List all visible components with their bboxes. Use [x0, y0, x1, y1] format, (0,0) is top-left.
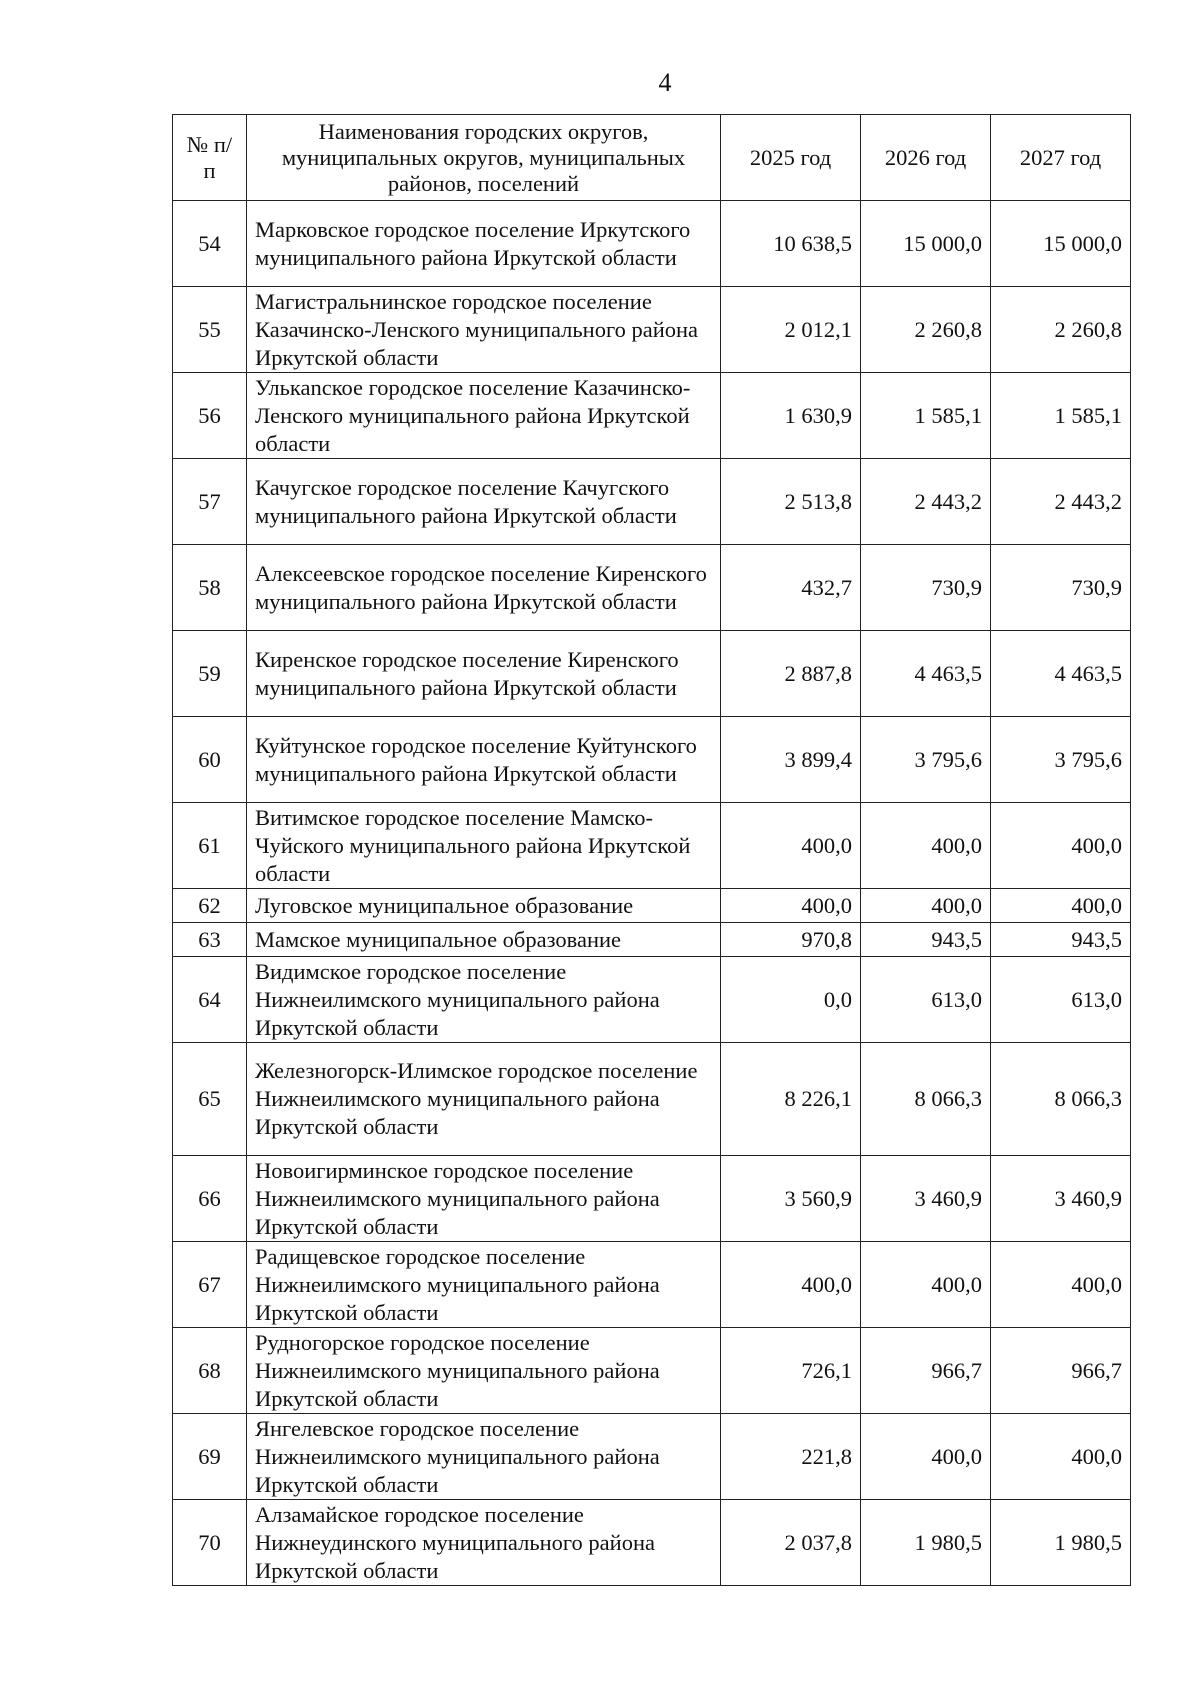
value-2026: 3 795,6 — [861, 717, 991, 803]
value-2026: 966,7 — [861, 1328, 991, 1414]
table-row — [173, 957, 1131, 1043]
row-number: 57 — [173, 459, 247, 545]
value-2025: 726,1 — [721, 1328, 861, 1414]
municipality-name: Куйтунское городское поселение Куйтунского муниципального района Иркутской области — [247, 717, 721, 803]
table-row — [173, 717, 1131, 803]
row-number: 68 — [173, 1328, 247, 1414]
value-2027: 1 585,1 — [991, 373, 1131, 459]
value-2025: 221,8 — [721, 1414, 861, 1500]
value-2025: 2 513,8 — [721, 459, 861, 545]
municipality-name: Мамское муниципальное образование — [247, 923, 721, 957]
row-number: 66 — [173, 1156, 247, 1242]
municipality-name: Железногорск-Илимское городское поселение Нижнеилимского муниципального района Иркутской области — [247, 1043, 721, 1156]
value-2025: 8 226,1 — [721, 1043, 861, 1156]
value-2025: 10 638,5 — [721, 201, 861, 287]
row-number: 54 — [173, 201, 247, 287]
value-2027: 2 443,2 — [991, 459, 1131, 545]
municipality-name: Киренское городское поселение Киренского муниципального района Иркутской области — [247, 631, 721, 717]
value-2027: 400,0 — [991, 1242, 1131, 1328]
value-2025: 970,8 — [721, 923, 861, 957]
value-2027: 3 460,9 — [991, 1156, 1131, 1242]
column-header-2026: 2026 год — [861, 115, 991, 201]
table-row — [173, 889, 1131, 923]
value-2026: 400,0 — [861, 1242, 991, 1328]
municipality-name: Магистральнинское городское поселение Казачинско-Ленского муниципального района Иркутской области — [247, 287, 721, 373]
municipality-name: Алзамайское городское поселение Нижнеудинского муниципального района Иркутской области — [247, 1500, 721, 1586]
value-2025: 3 560,9 — [721, 1156, 861, 1242]
table-row — [173, 803, 1131, 889]
table-row — [173, 459, 1131, 545]
value-2026: 8 066,3 — [861, 1043, 991, 1156]
value-2027: 15 000,0 — [991, 201, 1131, 287]
value-2027: 966,7 — [991, 1328, 1131, 1414]
municipality-name: Марковское городское поселение Иркутского муниципального района Иркутской области — [247, 201, 721, 287]
row-number: 65 — [173, 1043, 247, 1156]
value-2026: 730,9 — [861, 545, 991, 631]
value-2025: 1 630,9 — [721, 373, 861, 459]
value-2026: 400,0 — [861, 1414, 991, 1500]
municipality-name: Витимское городское поселение Мамско-Чуйского муниципального района Иркутской области — [247, 803, 721, 889]
value-2025: 2 887,8 — [721, 631, 861, 717]
row-number: 56 — [173, 373, 247, 459]
value-2025: 432,7 — [721, 545, 861, 631]
table-row — [173, 1414, 1131, 1500]
row-number: 70 — [173, 1500, 247, 1586]
row-number: 69 — [173, 1414, 247, 1500]
value-2026: 15 000,0 — [861, 201, 991, 287]
table-row — [173, 1156, 1131, 1242]
table-row — [173, 1500, 1131, 1586]
row-number: 60 — [173, 717, 247, 803]
row-number: 55 — [173, 287, 247, 373]
table-row — [173, 373, 1131, 459]
value-2027: 2 260,8 — [991, 287, 1131, 373]
value-2025: 3 899,4 — [721, 717, 861, 803]
table-row — [173, 923, 1131, 957]
value-2025: 0,0 — [721, 957, 861, 1043]
value-2026: 3 460,9 — [861, 1156, 991, 1242]
value-2027: 1 980,5 — [991, 1500, 1131, 1586]
value-2026: 943,5 — [861, 923, 991, 957]
table-row — [173, 1242, 1131, 1328]
municipality-name: Алексеевское городское поселение Киренского муниципального района Иркутской области — [247, 545, 721, 631]
municipality-name: Радищевское городское поселение Нижнеилимского муниципального района Иркутской области — [247, 1242, 721, 1328]
value-2026: 400,0 — [861, 889, 991, 923]
municipality-name: Качугское городское поселение Качугского муниципального района Иркутской области — [247, 459, 721, 545]
value-2027: 730,9 — [991, 545, 1131, 631]
table-header-row — [173, 115, 1131, 201]
value-2026: 1 980,5 — [861, 1500, 991, 1586]
value-2025: 400,0 — [721, 803, 861, 889]
value-2026: 2 260,8 — [861, 287, 991, 373]
value-2026: 1 585,1 — [861, 373, 991, 459]
row-number: 63 — [173, 923, 247, 957]
row-number: 64 — [173, 957, 247, 1043]
row-number: 67 — [173, 1242, 247, 1328]
municipality-name: Луговское муниципальное образование — [247, 889, 721, 923]
municipality-name: Новоигирминское городское поселение Нижнеилимского муниципального района Иркутской области — [247, 1156, 721, 1242]
table-row — [173, 1328, 1131, 1414]
table-row — [173, 287, 1131, 373]
value-2027: 3 795,6 — [991, 717, 1131, 803]
row-number: 59 — [173, 631, 247, 717]
value-2026: 2 443,2 — [861, 459, 991, 545]
page-number: 4 — [658, 68, 672, 97]
row-number: 61 — [173, 803, 247, 889]
column-header-number: № п/п — [173, 115, 247, 201]
value-2025: 400,0 — [721, 889, 861, 923]
value-2026: 400,0 — [861, 803, 991, 889]
column-header-2027: 2027 год — [991, 115, 1131, 201]
table-row — [173, 545, 1131, 631]
value-2027: 400,0 — [991, 1414, 1131, 1500]
value-2027: 613,0 — [991, 957, 1131, 1043]
value-2027: 4 463,5 — [991, 631, 1131, 717]
municipality-name: Улькаnское городское поселение Казачинско-Ленского муниципального района Иркутской области — [247, 373, 721, 459]
municipality-name: Видимское городское поселение Нижнеилимского муниципального района Иркутской области — [247, 957, 721, 1043]
table-row — [173, 1043, 1131, 1156]
row-number: 58 — [173, 545, 247, 631]
table-row — [173, 201, 1131, 287]
value-2027: 943,5 — [991, 923, 1131, 957]
row-number: 62 — [173, 889, 247, 923]
value-2027: 8 066,3 — [991, 1043, 1131, 1156]
value-2025: 2 012,1 — [721, 287, 861, 373]
column-header-name: Наименования городских округов, муниципальных округов, муниципальных районов, поселений — [247, 115, 721, 201]
value-2026: 613,0 — [861, 957, 991, 1043]
value-2025: 400,0 — [721, 1242, 861, 1328]
value-2027: 400,0 — [991, 803, 1131, 889]
table-row — [173, 631, 1131, 717]
column-header-2025: 2025 год — [721, 115, 861, 201]
municipality-name: Янгелевское городское поселение Нижнеилимского муниципального района Иркутской области — [247, 1414, 721, 1500]
value-2025: 2 037,8 — [721, 1500, 861, 1586]
value-2026: 4 463,5 — [861, 631, 991, 717]
municipality-name: Рудногорское городское поселение Нижнеилимского муниципального района Иркутской области — [247, 1328, 721, 1414]
budget-allocation-table — [172, 114, 1131, 1586]
value-2027: 400,0 — [991, 889, 1131, 923]
